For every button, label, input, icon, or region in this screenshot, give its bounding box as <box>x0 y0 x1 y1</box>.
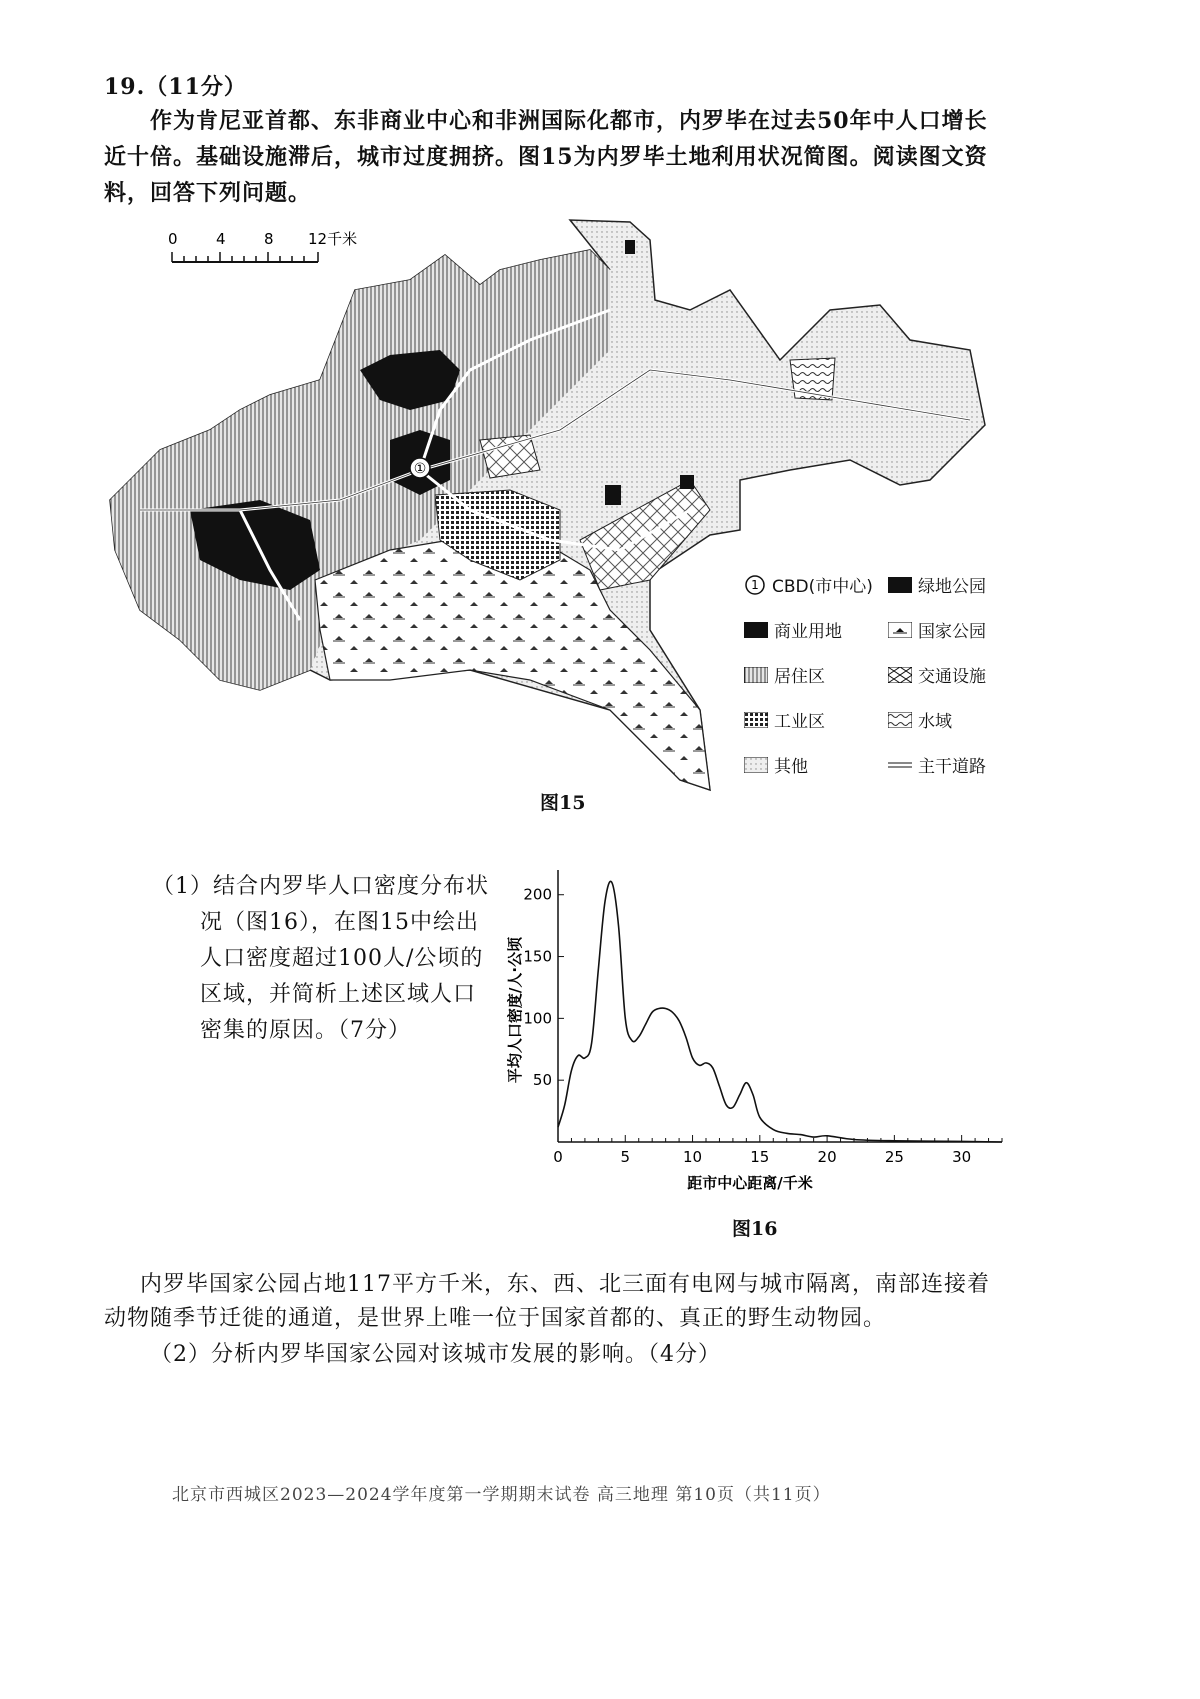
intro-line-3: 料，回答下列问题。 <box>104 180 312 206</box>
green-park-patch <box>605 485 621 505</box>
green-park-patch-3 <box>625 240 635 254</box>
chart-y-axis-label: 平均人口密度/人·公顷 <box>506 936 524 1084</box>
industrial-icon <box>744 712 768 728</box>
part1-line-5: 密集的原因。（7分） <box>200 1018 411 1043</box>
scale-tick-12: 12千米 <box>308 230 358 248</box>
green-park-icon <box>888 577 912 593</box>
y-tick-label: 100 <box>523 1009 552 1028</box>
question-header <box>104 70 247 104</box>
transport-icon <box>888 667 912 683</box>
land-use-map <box>90 210 1010 810</box>
svg-text:①: ① <box>413 461 427 477</box>
y-tick-label: 50 <box>532 1071 552 1090</box>
x-tick-label: 0 <box>553 1148 563 1166</box>
scale-tick-4: 4 <box>216 230 226 248</box>
page-footer: 北京市西城区2023—2024学年度第一学期期末试卷 高三地理 第10页（共11页） <box>172 1485 831 1505</box>
x-tick-label: 15 <box>750 1148 770 1166</box>
figure-15-caption: 图15 <box>540 792 586 814</box>
scale-tick-8: 8 <box>264 230 274 248</box>
scale-bar <box>168 230 357 262</box>
y-tick-label: 150 <box>523 947 552 966</box>
density-series-line <box>558 881 1002 1142</box>
water-icon <box>888 712 912 728</box>
road-icon <box>888 757 912 773</box>
cbd-marker <box>410 458 430 478</box>
legend-transport: 交通设施 <box>888 662 986 687</box>
x-tick-label: 30 <box>952 1148 972 1166</box>
national-park-icon <box>888 622 912 638</box>
chart-x-axis-label: 距市中心距离/千米 <box>687 1174 813 1192</box>
part1-line-1: （1）结合内罗毕人口密度分布状 <box>152 874 489 899</box>
legend-industrial: 工业区 <box>744 707 825 732</box>
legend-road: 主干道路 <box>888 752 986 777</box>
residential-icon <box>744 667 768 683</box>
y-tick-label: 200 <box>523 885 552 904</box>
legend-water: 水域 <box>888 707 952 732</box>
legend-commercial: 商业用地 <box>744 617 842 642</box>
legend-other: 其他 <box>744 752 808 777</box>
green-park-patch-2 <box>680 475 694 489</box>
part1-line-3: 人口密度超过100人/公顷的 <box>200 946 484 971</box>
x-tick-label: 20 <box>817 1148 837 1166</box>
legend-national-park: 国家公园 <box>888 617 986 642</box>
chart-ticks <box>523 886 1002 1166</box>
part2-question: （2）分析内罗毕国家公园对该城市发展的影响。（4分） <box>150 1342 721 1367</box>
intro-line-2: 近十倍。基础设施滞后，城市过度拥挤。图15为内罗毕土地利用状况简图。阅读图文资 <box>104 144 988 170</box>
paragraph2-line-2: 动物随季节迁徙的通道，是世界上唯一位于国家首都的、真正的野生动物园。 <box>104 1306 887 1331</box>
x-tick-label: 10 <box>682 1148 703 1166</box>
legend-green-park: 绿地公园 <box>888 572 986 597</box>
cbd-circle-icon <box>744 574 766 596</box>
intro-line-1: 作为肯尼亚首都、东非商业中心和非洲国际化都市，内罗毕在过去50年中人口增长 <box>150 108 988 134</box>
svg-text:1: 1 <box>751 577 759 592</box>
other-icon <box>744 757 768 773</box>
paragraph2-line-1: 内罗毕国家公园占地117平方千米，东、西、北三面有电网与城市隔离，南部连接着 <box>140 1272 990 1297</box>
x-tick-label: 25 <box>884 1148 904 1166</box>
transport-area <box>480 435 540 478</box>
part1-line-2: 况（图16），在图15中绘出 <box>200 910 479 935</box>
commercial-icon <box>744 622 768 638</box>
density-chart <box>490 860 1020 1200</box>
figure-16-caption: 图16 <box>732 1218 778 1240</box>
question-score: （11分） <box>145 74 247 100</box>
x-tick-label: 5 <box>620 1148 631 1166</box>
question-number: 19. <box>104 74 146 100</box>
part1-line-4: 区域，并简析上述区域人口 <box>200 982 477 1007</box>
legend-residential: 居住区 <box>744 662 825 687</box>
scale-tick-0: 0 <box>168 230 178 248</box>
legend-cbd: 1 CBD(市中心) <box>744 572 873 597</box>
